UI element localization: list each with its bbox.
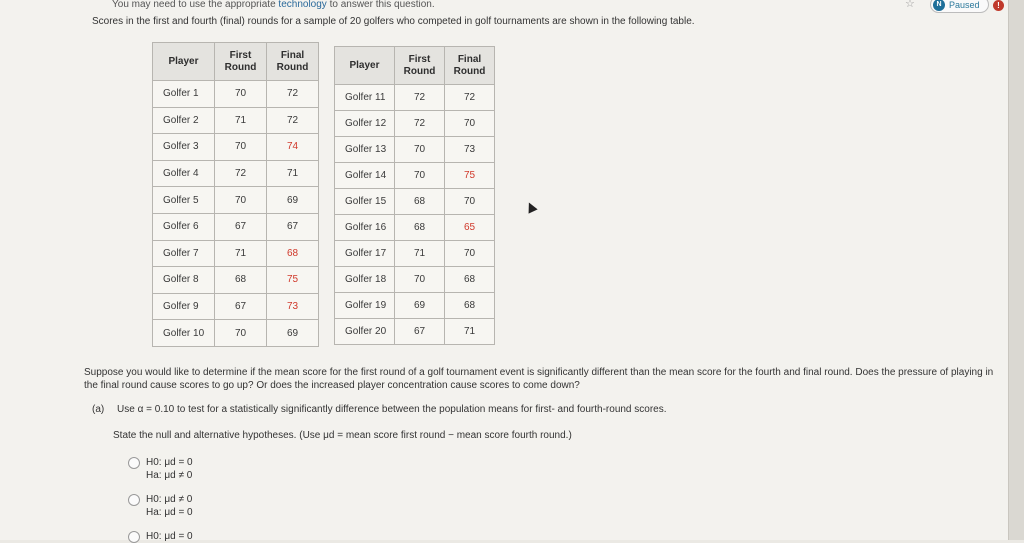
paused-button[interactable]: [930, 0, 989, 13]
hypothesis-option-2[interactable]: [128, 493, 193, 519]
top-note-text: You may need to use the appropriate: [112, 0, 279, 10]
table-row: [153, 160, 319, 187]
player-cell: Golfer 16: [335, 215, 395, 241]
table-row: [335, 111, 495, 137]
radio-button[interactable]: [128, 531, 140, 543]
radio-button[interactable]: [128, 494, 140, 506]
player-cell: Golfer 1: [153, 81, 215, 108]
header-first-round: First Round: [395, 47, 445, 85]
null-hypothesis: H0: μd ≠ 0: [146, 494, 193, 505]
first-round-cell: 70: [395, 267, 445, 293]
first-round-cell: 67: [395, 319, 445, 345]
first-round-cell: 70: [215, 187, 267, 214]
player-cell: Golfer 4: [153, 160, 215, 187]
profile-icon: N: [933, 0, 945, 11]
alternative-hypothesis: Ha: μd = 0: [146, 507, 193, 518]
first-round-cell: 68: [395, 189, 445, 215]
hypothesis-instruction: State the null and alternative hypotheses. (Use μd = mean score first round − mean score fourth round.): [113, 430, 572, 441]
hypothesis-option-3[interactable]: [128, 530, 193, 543]
table-row: [335, 241, 495, 267]
table-row: [335, 137, 495, 163]
final-round-cell: 72: [267, 107, 319, 134]
table-row: [153, 81, 319, 108]
table-row: [153, 320, 319, 347]
table-row: [153, 134, 319, 161]
first-round-cell: 68: [215, 267, 267, 294]
first-round-cell: 71: [215, 107, 267, 134]
first-round-cell: 70: [395, 137, 445, 163]
final-round-cell: 72: [445, 85, 495, 111]
scores-table-right: [334, 46, 495, 345]
header-first-round: First Round: [215, 43, 267, 81]
table-row: [335, 319, 495, 345]
player-cell: Golfer 13: [335, 137, 395, 163]
first-round-cell: 71: [395, 241, 445, 267]
paused-label: Paused: [949, 0, 980, 10]
table-row: [335, 215, 495, 241]
first-round-cell: 72: [395, 111, 445, 137]
final-round-cell: 75: [445, 163, 495, 189]
table-row: [153, 240, 319, 267]
header-player: Player: [153, 43, 215, 81]
first-round-cell: 67: [215, 213, 267, 240]
table-row: [335, 189, 495, 215]
first-round-cell: 71: [215, 240, 267, 267]
header-final-round: Final Round: [445, 47, 495, 85]
part-a-text: Use α = 0.10 to test for a statistically significantly difference between the population means for first- and fourth-round scores.: [117, 404, 667, 415]
table-row: [153, 107, 319, 134]
player-cell: Golfer 8: [153, 267, 215, 294]
final-round-cell: 69: [267, 320, 319, 347]
final-round-cell: 68: [445, 267, 495, 293]
player-cell: Golfer 6: [153, 213, 215, 240]
final-round-cell: 72: [267, 81, 319, 108]
table-row: [335, 163, 495, 189]
scores-table-left: [152, 42, 319, 347]
part-a-prompt: [92, 404, 667, 415]
final-round-cell: 70: [445, 189, 495, 215]
first-round-cell: 70: [395, 163, 445, 189]
player-cell: Golfer 15: [335, 189, 395, 215]
header-final-round: Final Round: [267, 43, 319, 81]
part-a-label: (a): [92, 404, 105, 415]
header-player: Player: [335, 47, 395, 85]
table-row: [153, 187, 319, 214]
final-round-cell: 74: [267, 134, 319, 161]
top-note-text-end: to answer this question.: [326, 0, 435, 10]
player-cell: Golfer 17: [335, 241, 395, 267]
null-hypothesis: H0: μd = 0: [146, 457, 193, 468]
player-cell: Golfer 7: [153, 240, 215, 267]
player-cell: Golfer 3: [153, 134, 215, 161]
first-round-cell: 72: [215, 160, 267, 187]
table-row: [335, 267, 495, 293]
hypothesis-option-1[interactable]: [128, 456, 193, 482]
player-cell: Golfer 5: [153, 187, 215, 214]
star-icon[interactable]: ☆: [905, 0, 915, 10]
player-cell: Golfer 9: [153, 293, 215, 320]
player-cell: Golfer 14: [335, 163, 395, 189]
player-cell: Golfer 18: [335, 267, 395, 293]
alert-icon[interactable]: !: [993, 0, 1004, 11]
table-row: [153, 267, 319, 294]
alternative-hypothesis: Ha: μd ≠ 0: [146, 470, 193, 481]
top-note: [112, 0, 435, 10]
first-round-cell: 70: [215, 134, 267, 161]
player-cell: Golfer 11: [335, 85, 395, 111]
player-cell: Golfer 2: [153, 107, 215, 134]
intro-text: Scores in the first and fourth (final) rounds for a sample of 20 golfers who competed in golf tournaments are shown in the following table.: [92, 16, 695, 27]
player-cell: Golfer 10: [153, 320, 215, 347]
table-row: [153, 213, 319, 240]
first-round-cell: 70: [215, 81, 267, 108]
final-round-cell: 65: [445, 215, 495, 241]
table-row: [335, 293, 495, 319]
first-round-cell: 72: [395, 85, 445, 111]
first-round-cell: 69: [395, 293, 445, 319]
table-row: [335, 85, 495, 111]
question-text: Suppose you would like to determine if the mean score for the first round of a golf tournament event is significantly different than the mean score for the fourth and final round. Does the pressure of playing in the final round cause scores to go up? Or does the increased player concentration cause scores to come down?: [84, 367, 994, 391]
final-round-cell: 73: [445, 137, 495, 163]
player-cell: Golfer 20: [335, 319, 395, 345]
table-row: [153, 293, 319, 320]
final-round-cell: 69: [267, 187, 319, 214]
final-round-cell: 67: [267, 213, 319, 240]
final-round-cell: 73: [267, 293, 319, 320]
player-cell: Golfer 12: [335, 111, 395, 137]
final-round-cell: 71: [267, 160, 319, 187]
final-round-cell: 68: [267, 240, 319, 267]
final-round-cell: 68: [445, 293, 495, 319]
final-round-cell: 70: [445, 111, 495, 137]
technology-link[interactable]: technology: [278, 0, 327, 10]
player-cell: Golfer 19: [335, 293, 395, 319]
final-round-cell: 75: [267, 267, 319, 294]
first-round-cell: 67: [215, 293, 267, 320]
radio-button[interactable]: [128, 457, 140, 469]
null-hypothesis: H0: μd = 0: [146, 531, 193, 542]
final-round-cell: 71: [445, 319, 495, 345]
first-round-cell: 70: [215, 320, 267, 347]
final-round-cell: 70: [445, 241, 495, 267]
adjacent-window-edge: [1008, 0, 1024, 540]
first-round-cell: 68: [395, 215, 445, 241]
